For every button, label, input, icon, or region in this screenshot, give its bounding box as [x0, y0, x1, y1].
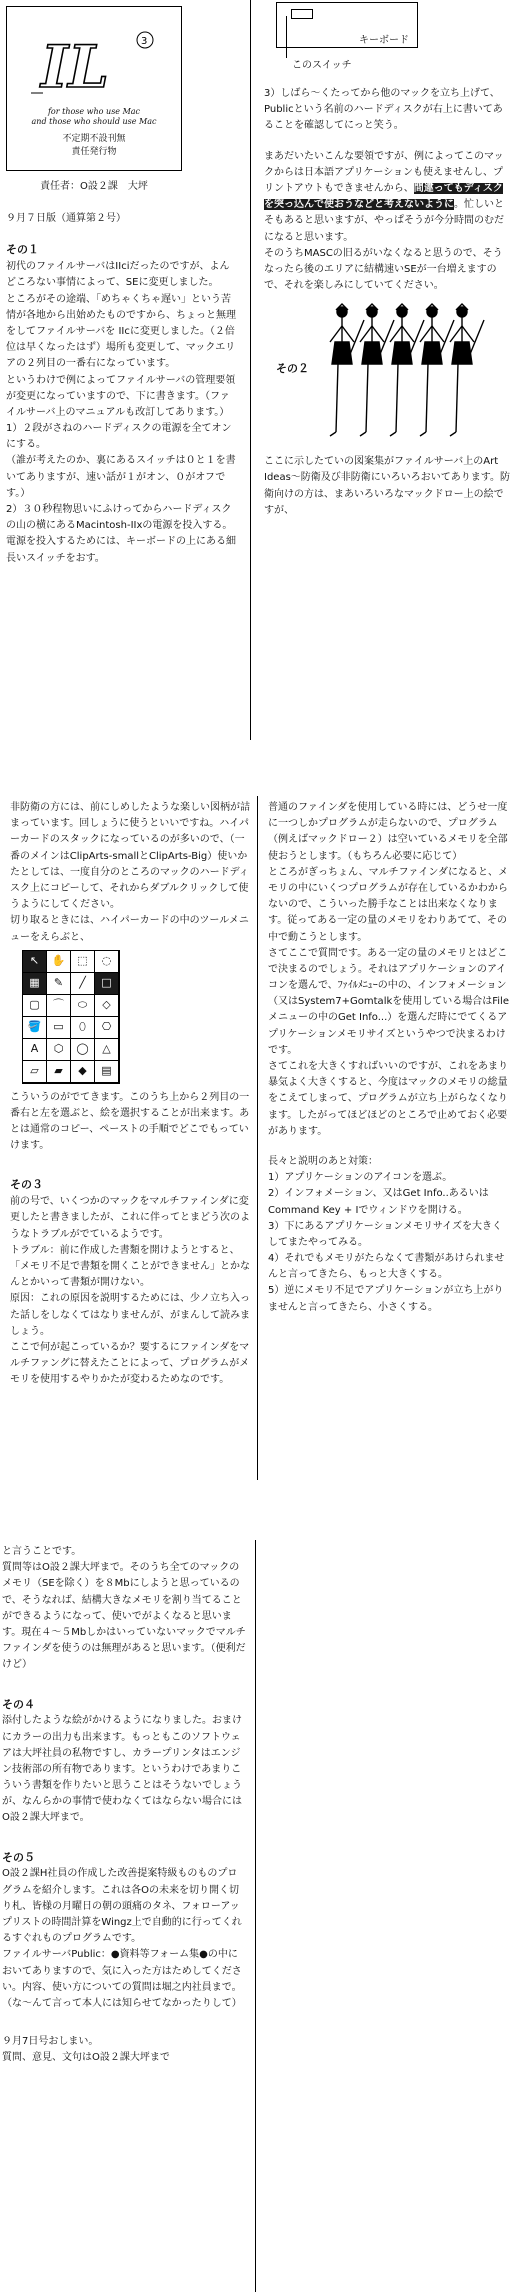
section-1-paragraph: ところがその途端、「めちゃくちゃ遅い」という苦情が各地から出始めたものですから、ちょっと無理をしてファイルサーバを IIcに変更しました。（２倍位は早くなったはず）場所も変更して、マックエリアの２列目の一番右になっています。	[6, 293, 236, 370]
palette-tool-icon[interactable]: ↖	[23, 951, 47, 973]
palette-tool-icon[interactable]: ✋	[47, 951, 71, 973]
palette-tool-icon[interactable]: □	[95, 973, 119, 995]
column-2-paragraph	[264, 149, 510, 246]
countermeasure-step: 3）下にあるアプリケーションメモリサイズを大きくしてまたやってみる。	[268, 1220, 503, 1248]
palette-tool-icon[interactable]: △	[95, 1039, 119, 1061]
section-5-paragraph: ファイルサーバPublic：●資料等フォーム集●の中においてありますので、気に入った方はためしてください。内容、使い方についての質問は堀之内社員まで。（な～んて言って本人には知らせてなかったりして）	[2, 1949, 242, 2009]
keyboard-diagram	[264, 0, 510, 74]
palette-tool-icon[interactable]: ◆	[71, 1061, 95, 1083]
countermeasure-step: 2）インフォメーション、又はGet Info..あるいはCommand Key + Iでウィンドウを開ける。	[268, 1188, 489, 1216]
switch-label: このスイッチ	[292, 60, 352, 71]
column-divider	[255, 1540, 256, 2292]
keyboard-label: キーボード	[359, 35, 409, 46]
palette-tool-icon[interactable]: ⎔	[95, 1017, 119, 1039]
palette-tool-icon[interactable]: ◌	[95, 951, 119, 973]
palette-tool-icon[interactable]: ╱	[71, 973, 95, 995]
countermeasure-step: 1）アプリケーションのアイコンを選ぶ。	[268, 1172, 453, 1184]
column-3-paragraph: 切り取るときには、ハイパーカードの中のツールメニューをえらぶと、	[10, 915, 249, 943]
warning-text-after: 。忙しいとそもあると思いますが、やっぱそうが今分時間のむだになると思います。	[264, 199, 504, 243]
column-2	[264, 0, 510, 519]
column-4	[268, 800, 510, 1316]
logo-main-text: IL	[41, 33, 109, 97]
column-4-paragraph: 普通のファインダを使用している時には、どうせ一度に一つしかプログラムが走らないので、プログラム（例えばマックドロー２）は空いているメモリを全部使おうとします。（もちろん必要に応じて）	[268, 802, 508, 862]
section-1-paragraph: というわけで例によってファイルサーバの管理要領が変更になっていますので、下に書きます。（ファイルサーバ上のマニュアルも改訂してあります。）	[6, 374, 236, 418]
section-5-heading: その５	[2, 1850, 35, 1864]
logo-tagline-en-1: for those who use Mac	[47, 107, 141, 116]
column-3	[10, 800, 250, 1389]
palette-tool-icon[interactable]: ▦	[23, 973, 47, 995]
palette-tool-icon[interactable]: ▱	[23, 1061, 47, 1083]
dancers-clipart-icon	[326, 302, 502, 448]
palette-tool-icon[interactable]: ◯	[71, 1039, 95, 1061]
switch-pointer-line	[286, 16, 287, 58]
il-logo-graphic	[29, 31, 157, 97]
palette-tool-icon[interactable]: ▰	[47, 1061, 71, 1083]
palette-tool-icon[interactable]: ⬯	[71, 1017, 95, 1039]
column-5-paragraph: と言うことです。	[2, 1546, 82, 1557]
countermeasure-step: 4）それでもメモリがたらなくて書類があけられませんと言ってきたら、もっと大きくする。	[268, 1253, 505, 1281]
section-3-paragraph: 原因：これの原因を説明するためには、少ノ立ち入った話しをしなくてはなりませんが、がまんして読みましょう。	[10, 1293, 250, 1337]
column-3-paragraph: 非防衛の方には、前にしめしたような楽しい図柄が詰まっています。回しょうに使うといいですね。ハイパーカードのスタックになっているのが多いので、（一番のメインはClipArts-smallとClipArts-Big）使いかたとしては、一度自分のところのマックのハードディスク上にコピーして、それからダブルクリックして使うようにしてください。	[10, 802, 250, 911]
column-3-paragraph: こういうのがでてきます。このうち上から２列目の一番右と左を選ぶと、絵を選択することが出来ます。あとは通常のコピー、ペーストの手順でどこでもっていけます。	[10, 1091, 250, 1152]
palette-tool-icon[interactable]: 🪣	[23, 1017, 47, 1039]
power-switch-graphic	[291, 9, 313, 19]
logo-superscript: 3	[141, 36, 148, 47]
column-5	[2, 1544, 246, 2067]
logo-box	[6, 6, 182, 171]
column-divider	[257, 796, 258, 1480]
section-1-paragraph: （誰が考えたのか、裏にあるスイッチは０と１を書いてありますが、速い話が１がオン、０がオフです。）	[6, 455, 236, 499]
warning-text-before: まあだいたいこんな要領ですが、例によってこのマックからは日本語アプリケーションも使えませんし、プリントアウトもできませんから、	[264, 150, 504, 194]
palette-tool-icon[interactable]: ✎	[47, 973, 71, 995]
palette-tool-icon[interactable]: ▭	[47, 1017, 71, 1039]
section-3-paragraph: 前の号で、いくつかのマックをマルチファインダに変更したと書きましたが、これに伴ってとまどう次のようなトラブルがでているようです。	[10, 1196, 250, 1240]
column-4-paragraph: ところがぎっちょん、マルチファインダになると、メモリの中にいくつプログラムが存在しているかわからないので、こういった勝手なことは出来なくなります。従ってある一定の量のメモリをわりあてて、その中で動こうとします。	[268, 866, 508, 943]
section-4-paragraph: 添付したような絵がかけるようになりました。おまけにカラーの出力も出来ます。もっともこのソフトウェアは大坪社員の私物ですし、カラープリンタはエンジン技術部の所有物であります。というわけであまりこういう書類を作りたいと思うことはそうないでしょうが、なんらかの事情で使わなくてはならない場合にはO設２課大坪まで。	[2, 1715, 242, 1824]
section-5-paragraph: O設２課H社員の作成した改善提案特級ものものプログラムを紹介します。これは各Oの未来を切り開く切り札、皆様の月曜日の朝の頭痛のタネ、フォローアップリストの時間計算をWingz上で自動的に行ってくれるすぐれものプログラムです。	[2, 1868, 242, 1945]
palette-tool-icon[interactable]: ⌒	[47, 995, 71, 1017]
column-2-paragraph: 3）しばら～くたってから他のマックを立ち上げて、Publicという名前のハードディスクが右上に書いてあることを確認してにっと笑う。	[264, 88, 503, 132]
section-4-heading: その４	[2, 1697, 35, 1711]
hypercard-tool-palette	[22, 950, 120, 1084]
closing-line: 質問、意見、文句はO設２課大坪まで	[2, 2052, 170, 2064]
logo-tagline-jp-1: 不定期不設刊無	[62, 134, 126, 144]
issue-line: ９月７日版（通算第２号）	[6, 213, 126, 225]
countermeasure-step: 5）逆にメモリ不足でアプリケーションが立ち上がりませんと言ってきたら、小さくする。	[268, 1285, 504, 1313]
logo-tagline-en	[7, 107, 181, 128]
closing-line: ９月7日号おしまい。	[2, 2036, 99, 2048]
column-1	[6, 6, 236, 567]
palette-tool-icon[interactable]: ⬡	[47, 1039, 71, 1061]
section-1-paragraph: 初代のファイルサーバはIIciだったのですが、よんどころない事情によって、SEに変更しました。	[6, 261, 230, 289]
column-5-paragraph: 質問等はO設２課大坪まで。そのうち全てのマックのメモリ（SEを除く）を８Mbにしようと思っているので、そうなれば、結構大きなメモリを割り当てることができるようになって、使いでがよくなると思います。現在４～５Mbしかはいっていないマックでマルチファインダを使うのは無理があると思います。（便利だけど）	[2, 1562, 246, 1671]
palette-tool-icon[interactable]: ▤	[95, 1061, 119, 1083]
section-1-paragraph: 2）３０秒程物思いにふけってからハードディスクの山の横にあるMacintosh-IIxの電源を投入する。電源を投入するためには、キーボードの上にある細長いスイッチをおす。	[6, 504, 236, 564]
section-3-heading: その３	[10, 1178, 43, 1192]
section-3-paragraph: トラブル：前に作成した書類を開けようとすると、「メモリ不足で書類を開くことができません」とかなんとかいって書類が開けない。	[10, 1244, 250, 1289]
column-2-paragraph: そのうちMASCの旧るがいなくなると思うので、そうなったら後のエリアに結構速いSEが一台増えますので、それを楽しみにしていてください。	[264, 247, 503, 292]
warning-highlight: 間違ってもディスクを突っ込んで使おうなどと考えないように	[264, 182, 503, 211]
column-4-paragraph: さてこれを大きくすればいいのですが、これをあまり暴気よく大きくすると、今度はマックのメモリの総量をこえてしまって、プログラムが立ち上がらなくなります。したがってほどほどのところで止めておく必要があります。	[268, 1061, 508, 1137]
logo-tagline-en-2: and those who should use Mac	[31, 117, 157, 127]
logo-tagline-jp-2: 責任発行物	[71, 147, 117, 158]
palette-tool-icon[interactable]: ⬚	[71, 951, 95, 973]
clipart-dancers	[264, 294, 510, 454]
palette-tool-icon[interactable]: ▢	[23, 995, 47, 1017]
column-divider	[250, 0, 251, 740]
section-3-paragraph: ここで何が起こっているか？要するにファインダをマルチファングに替えたことによって、プログラムがメモリを使用するやりかたが変わるためなのです。	[10, 1341, 250, 1386]
section-1-heading: その１	[6, 243, 39, 257]
countermeasure-heading: 長々と説明のあと対策：	[268, 1155, 378, 1167]
palette-tool-icon[interactable]: ⬭	[71, 995, 95, 1017]
responsible-person: 責任者：O設２課 大坪	[40, 181, 148, 192]
column-4-paragraph: さてここで質問です。ある一定の量のメモリとはどこで決まるのでしょう。それはアプリケーションのアイコンを選んで、ﾌｧｲﾙﾒﾆｭｰの中の、インフォメーション（又はSystem7+Gomtalkを使用している場合はFileメニューの中のGet Info...）を選んだ時にでてくるアプリケーションメモリサイズというやつで決まるわけです。	[268, 947, 509, 1056]
logo-tagline-jp	[7, 133, 181, 159]
palette-tool-icon[interactable]: A	[23, 1039, 47, 1061]
section-1-paragraph: 1）２段がさねのハードディスクの電源を全てオンにする。	[6, 423, 232, 451]
section-2-heading: その２	[276, 362, 309, 376]
section-2-caption: ここに示したていの図案集がファイルサーバ上のArt Ideas～防衛及び非防衛にいろいろおいてあります。防衛向けの方は、まあいろいろなマックドロー上の絵ですが、	[264, 456, 510, 516]
keyboard-outline	[276, 2, 418, 48]
palette-tool-icon[interactable]: ◇	[95, 995, 119, 1017]
